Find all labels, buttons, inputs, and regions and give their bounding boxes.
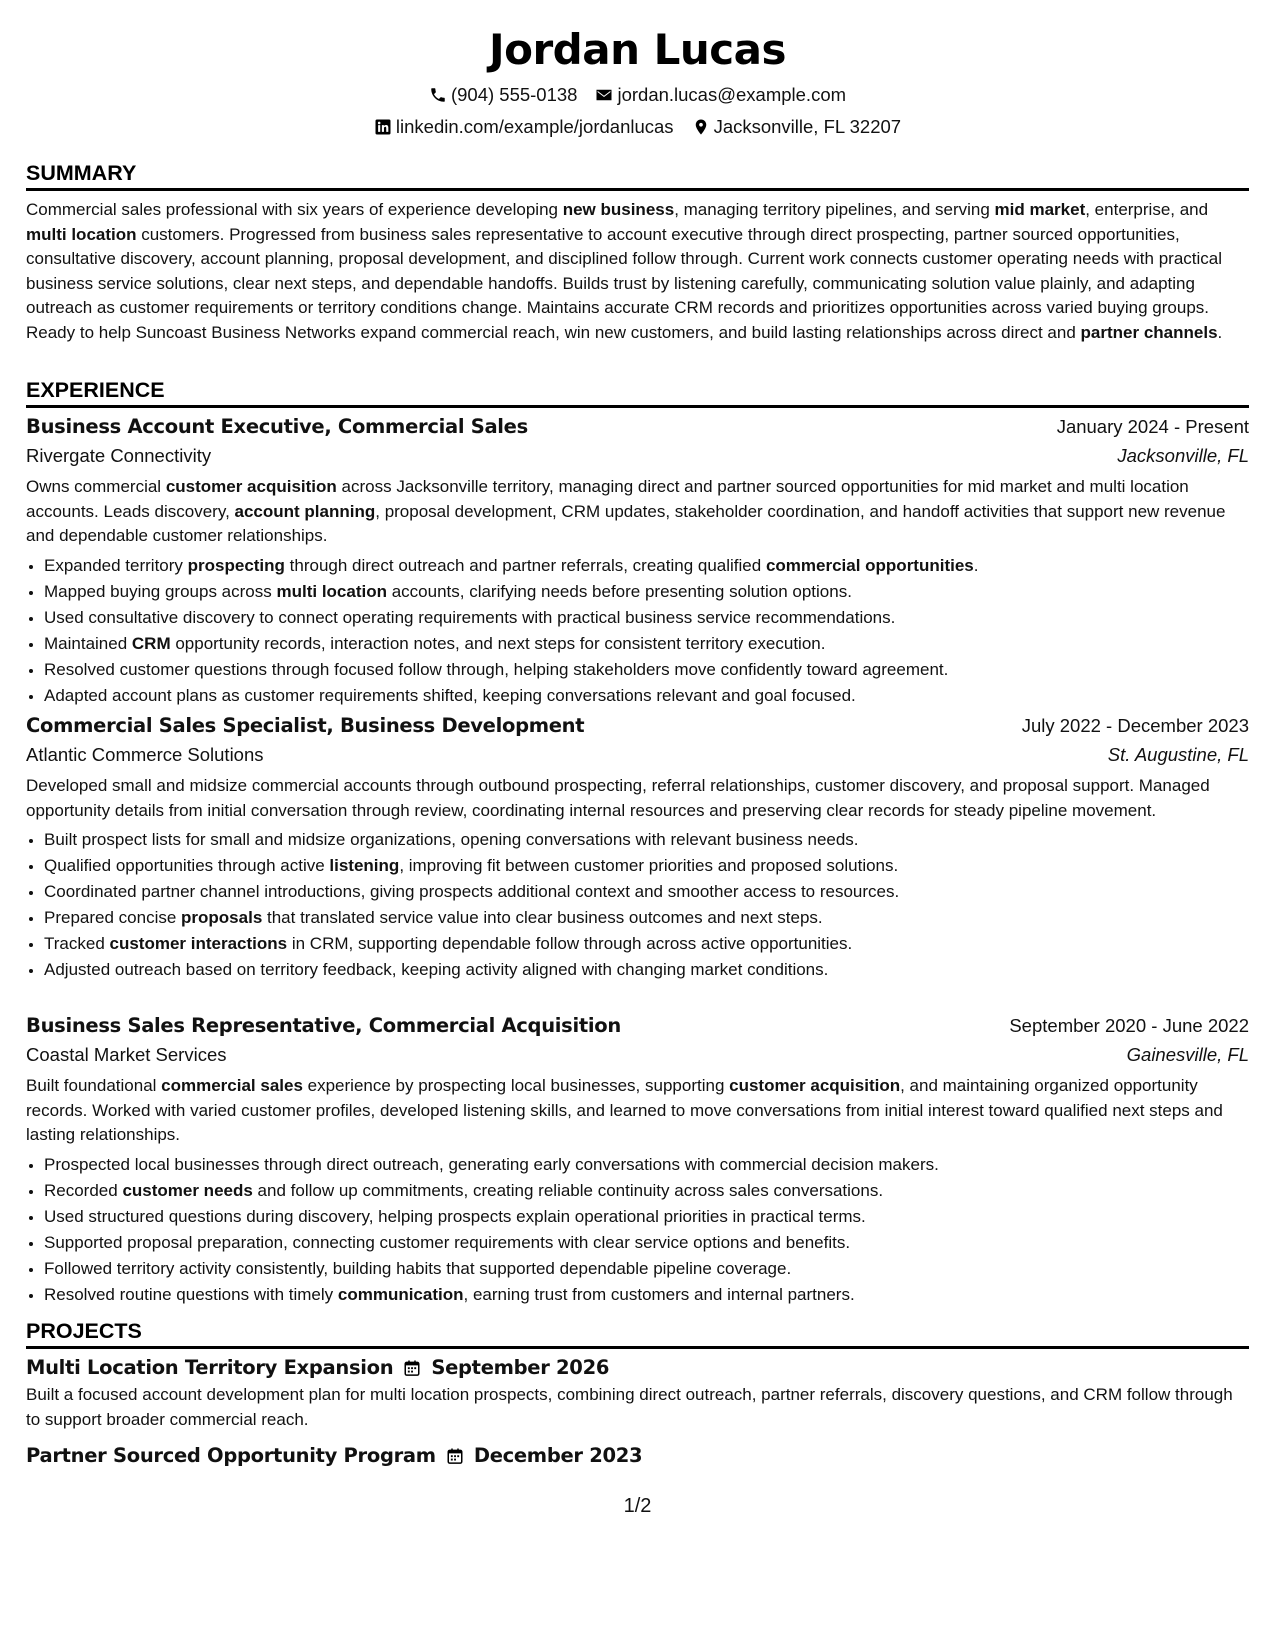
summary-heading: SUMMARY	[26, 160, 1249, 191]
job-entry-3	[26, 1014, 1249, 1309]
list-item: • Recorded customer needs and follow up commitments, creating reliable continuity across sales conversations.	[44, 1179, 1249, 1203]
list-item: • Prepared concise proposals that translated service value into clear business outcomes and next steps.	[44, 906, 1249, 930]
phone-contact[interactable]	[429, 83, 578, 107]
job-header	[26, 714, 1249, 737]
phone-text: (904) 555-0138	[450, 84, 578, 105]
project-header-2	[26, 1444, 1249, 1467]
phone-icon	[429, 86, 447, 104]
job-title: Business Account Executive, Commercial Sales	[26, 415, 528, 438]
envelope-icon	[595, 86, 613, 104]
job-dates: September 2020 - June 2022	[1009, 1015, 1249, 1036]
location-text: Jacksonville, FL 32207	[713, 116, 902, 137]
linkedin-contact[interactable]	[374, 115, 674, 139]
job-title: Business Sales Representative, Commercial Acquisition	[26, 1014, 621, 1037]
list-item: • Expanded territory prospecting through direct outreach and partner referrals, creating qualified commercial opportunities.	[44, 554, 1249, 578]
candidate-name: Jordan Lucas	[488, 25, 787, 74]
linkedin-text: linkedin.com/example/jordanlucas	[395, 116, 674, 137]
job-entry-1	[26, 415, 1249, 708]
job-dates: January 2024 - Present	[1056, 416, 1249, 437]
list-item: • Used structured questions during discovery, helping prospects explain operational priorities in practical terms.	[44, 1205, 1249, 1229]
project-description: Built a focused account development plan for multi location prospects, combining direct outreach, partner referrals, discovery questions, and CRM follow through to support broader commercial reach.	[26, 1385, 1233, 1429]
company-name: Rivergate Connectivity	[26, 445, 212, 466]
projects-heading: PROJECTS	[26, 1318, 1249, 1349]
list-item: • Resolved customer questions through focused follow through, helping stakeholders move confidently toward agreement.	[44, 658, 1249, 682]
list-item: • Adapted account plans as customer requirements shifted, keeping conversations relevant and goal focused.	[44, 684, 1249, 708]
job-company-row	[26, 742, 1249, 768]
company-name: Atlantic Commerce Solutions	[26, 744, 264, 765]
projects-section	[26, 1318, 1249, 1467]
list-item: • Resolved routine questions with timely communication, earning trust from customers and internal partners.	[44, 1283, 1249, 1307]
job-bullets	[26, 828, 1249, 982]
job-header	[26, 415, 1249, 438]
job-bullets	[26, 1153, 1249, 1307]
list-item: • Mapped buying groups across multi location accounts, clarifying needs before presenting solution options.	[44, 580, 1249, 604]
company-name: Coastal Market Services	[26, 1044, 227, 1065]
job-company-row	[26, 443, 1249, 469]
job-title: Commercial Sales Specialist, Business Development	[26, 714, 585, 737]
list-item: • Tracked customer interactions in CRM, supporting dependable follow through across active opportunities.	[44, 932, 1249, 956]
job-description: Owns commercial customer acquisition across Jacksonville territory, managing direct and partner sourced opportunities for mid market and multi location accounts. Leads discovery, account planning, proposal development, CRM updates, stakeholder coordination, and handoff activities that support new revenue and dependable customer relationships.	[26, 477, 1226, 545]
project-name: Multi Location Territory Expansion	[26, 1356, 394, 1379]
job-dates: July 2022 - December 2023	[1021, 715, 1249, 736]
list-item: • Used consultative discovery to connect operating requirements with practical business service recommendations.	[44, 606, 1249, 630]
map-pin-icon	[692, 118, 710, 136]
location-contact	[692, 115, 902, 139]
list-item: • Followed territory activity consistently, building habits that supported dependable pipeline coverage.	[44, 1257, 1249, 1281]
email-contact[interactable]	[595, 83, 846, 107]
job-entry-2	[26, 714, 1249, 984]
project-date: September 2026	[431, 1356, 610, 1379]
job-description: Developed small and midsize commercial accounts through outbound prospecting, referral relationships, customer discovery, and proposal support. Managed opportunity details from initial conversation through review, coordinating internal resources and preserving clear records for steady pipeline movement.	[26, 776, 1210, 820]
project-header-1	[26, 1356, 1249, 1379]
list-item: • Qualified opportunities through active listening, improving fit between customer priorities and proposed solutions.	[44, 854, 1249, 878]
contact-row-1	[26, 83, 1249, 107]
job-bullets	[26, 554, 1249, 708]
project-name: Partner Sourced Opportunity Program	[26, 1444, 436, 1467]
list-item: • Built prospect lists for small and midsize organizations, opening conversations with relevant business needs.	[44, 828, 1249, 852]
list-item: • Prospected local businesses through direct outreach, generating early conversations with commercial decision makers.	[44, 1153, 1249, 1177]
list-item: • Adjusted outreach based on territory feedback, keeping activity aligned with changing market conditions.	[44, 958, 1249, 982]
project-date: December 2023	[473, 1444, 643, 1467]
linkedin-icon	[374, 118, 392, 136]
experience-heading: EXPERIENCE	[26, 377, 1249, 408]
experience-section	[26, 377, 1249, 710]
calendar-icon	[446, 1447, 464, 1465]
job-header	[26, 1014, 1249, 1037]
calendar-icon	[403, 1359, 421, 1377]
job-description: Built foundational commercial sales experience by prospecting local businesses, supporting customer acquisition, and maintaining organized opportunity records. Worked with varied customer profiles, developed listening skills, and learned to move conversations from initial interest toward qualified next steps and lasting relationships.	[26, 1076, 1223, 1144]
job-location: St. Augustine, FL	[1107, 744, 1249, 765]
list-item: • Coordinated partner channel introductions, giving prospects additional context and smoother access to resources.	[44, 880, 1249, 904]
job-company-row	[26, 1042, 1249, 1068]
contact-row-2	[26, 115, 1249, 139]
summary-section	[26, 160, 1249, 345]
page-number: 1/2	[623, 1495, 652, 1517]
list-item: • Supported proposal preparation, connecting customer requirements with clear service options and benefits.	[44, 1231, 1249, 1255]
resume-page	[26, 0, 1249, 1467]
job-location: Gainesville, FL	[1126, 1044, 1249, 1065]
list-item: • Maintained CRM opportunity records, interaction notes, and next steps for consistent territory execution.	[44, 632, 1249, 656]
email-text: jordan.lucas@example.com	[617, 84, 847, 105]
job-location: Jacksonville, FL	[1117, 445, 1249, 466]
summary-text: Commercial sales professional with six years of experience developing new business, managing territory pipelines, and serving mid market, enterprise, and multi location customers. Progressed from business sales representative to account executive through direct prospecting, partner sourced opportunities, consultative discovery, account planning, proposal development, and disciplined follow through. Current work connects customer operating needs with practical business service solutions, clear next steps, and dependable handoffs. Builds trust by listening carefully, communicating solution value plainly, and adapting outreach as customer requirements or territory conditions change. Maintains accurate CRM records and prioritizes opportunities across varied buying groups. Ready to help Suncoast Business Networks expand commercial reach, win new customers, and build lasting relationships across direct and partner channels.	[26, 200, 1223, 342]
